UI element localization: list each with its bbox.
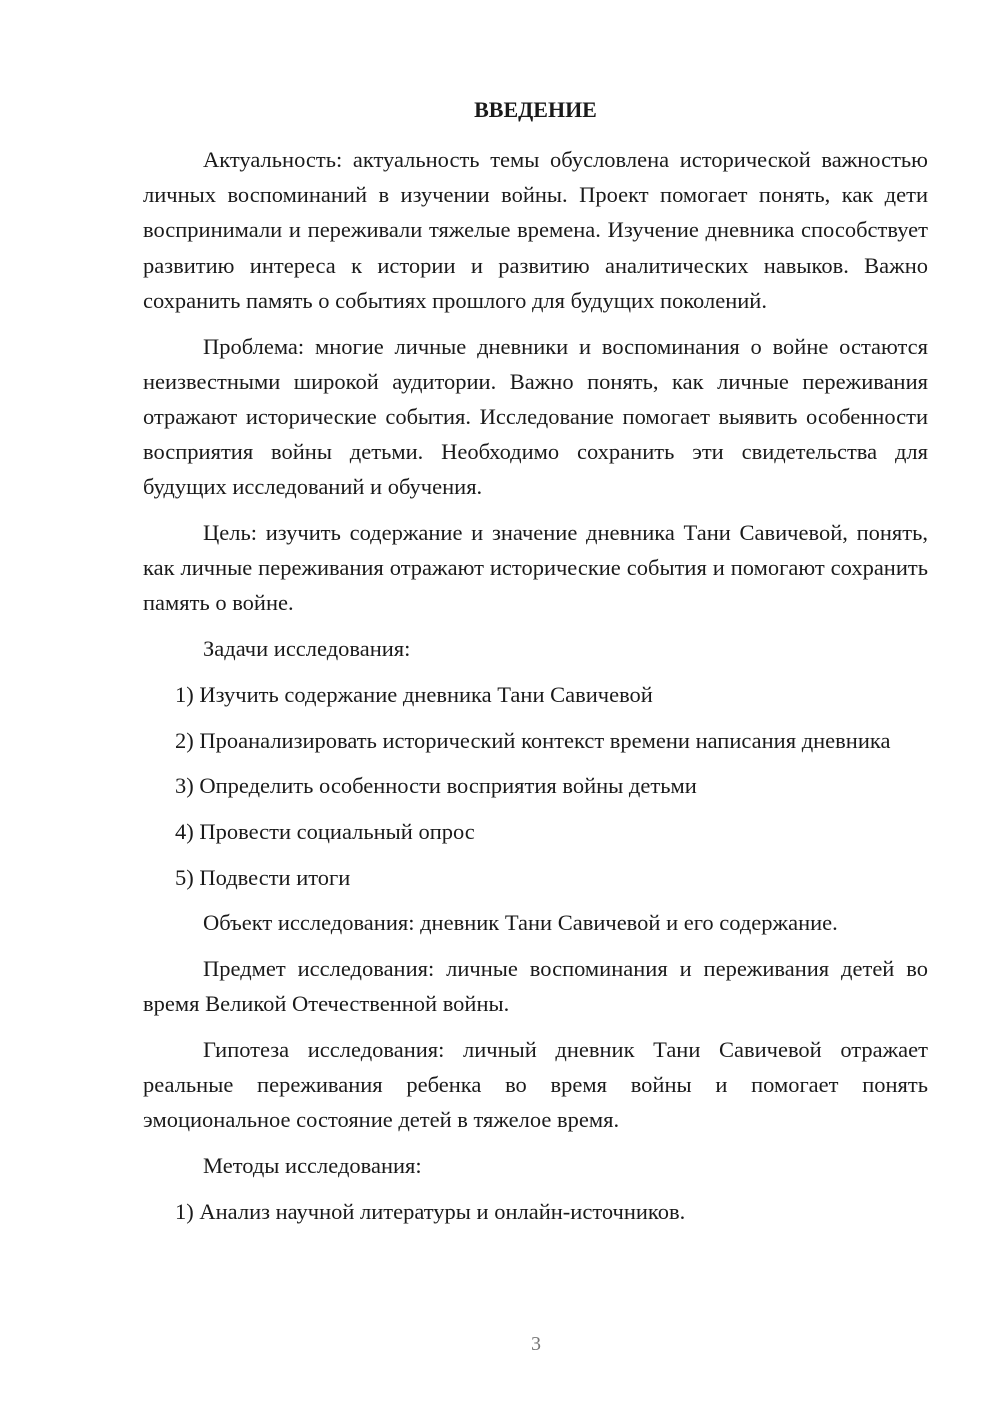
task-item: 4) Провести социальный опрос [175, 818, 475, 844]
page-number: 3 [531, 1333, 541, 1355]
method-item: 1) Анализ научной литературы и онлайн-источников. [175, 1198, 686, 1224]
task-item: 5) Подвести итоги [175, 864, 351, 890]
methods-heading: Методы исследования: [203, 1153, 422, 1179]
goal-paragraph: Цель: изучить содержание и значение дневника Тани Савичевой, понять, как личные переживания отражают исторические события и помогают сохранить память о войне. [143, 520, 928, 616]
task-item: 2) Проанализировать исторический контекст времени написания дневника [175, 727, 891, 753]
section-title: ВВЕДЕНИЕ [474, 97, 597, 122]
task-item: 1) Изучить содержание дневника Тани Савичевой [175, 681, 653, 707]
document-page [143, 92, 928, 1239]
task-item: 3) Определить особенности восприятия войны детьми [175, 773, 697, 799]
hypothesis-paragraph: Гипотеза исследования: личный дневник Тани Савичевой отражает реальные переживания ребенка во время войны и помогает понять эмоциональное состояние детей в тяжелое время. [143, 1036, 928, 1133]
problem-paragraph: Проблема: многие личные дневники и воспоминания о войне остаются неизвестными широкой аудитории. Важно понять, как личные переживания отражают исторические события. Исследование помогает выявить особенности восприятия войны детьми. Необходимо сохранить эти свидетельства для будущих исследований и обучения. [143, 333, 928, 500]
relevance-paragraph: Актуальность: актуальность темы обусловлена исторической важностью личных воспоминаний в изучении войны. Проект помогает понять, как дети воспринимали и переживали тяжелые времена. Изучение дневника способствует развитию интереса к истории и развитию аналитических навыков. Важно сохранить память о событиях прошлого для будущих поколений. [143, 147, 928, 313]
object-paragraph: Объект исследования: дневник Тани Савичевой и его содержание. [203, 910, 838, 936]
subject-paragraph: Предмет исследования: личные воспоминания и переживания детей во время Великой Отечественной войны. [143, 956, 928, 1017]
tasks-heading: Задачи исследования: [203, 636, 411, 662]
